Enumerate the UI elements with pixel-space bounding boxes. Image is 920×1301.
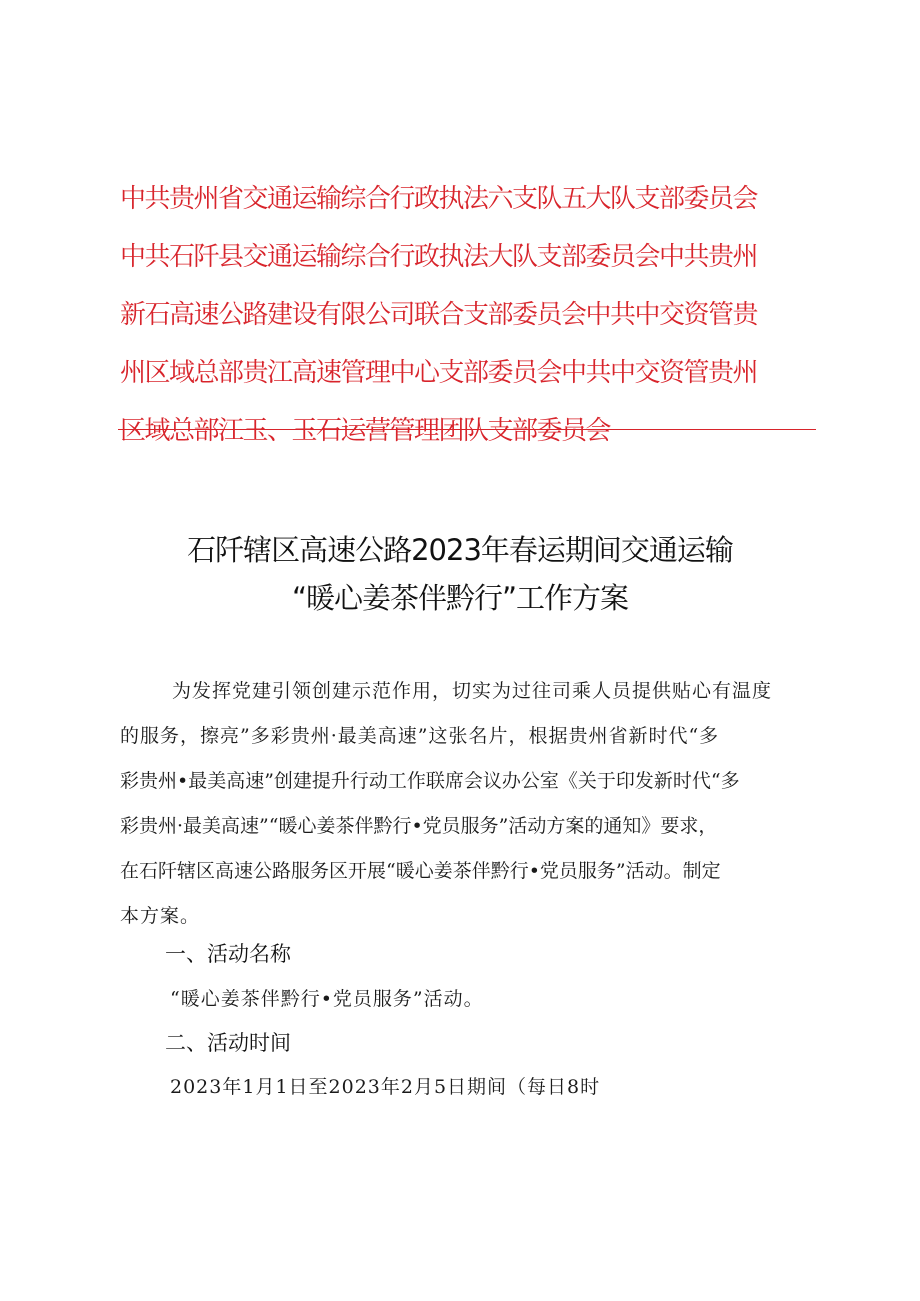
intro-paragraph bbox=[120, 669, 820, 939]
intro-line-6: 本方案。 bbox=[120, 905, 201, 927]
section-body-activity-name: “暖心姜茶伴黔行•党员服务”活动。 bbox=[170, 988, 484, 1010]
header-line-3: 新石高速公路建设有限公司联合支部委员会中共中交资管贵 bbox=[120, 300, 758, 330]
issuing-organizations-header bbox=[120, 170, 820, 460]
header-line-5: 区域总部江玉、玉石运营管理团队支部委员会 bbox=[120, 416, 611, 446]
header-line-1: 中共贵州省交通运输综合行政执法六支队五大队支部委员会 bbox=[120, 184, 758, 214]
intro-line-1: 为发挥党建引领创建示范作用，切实为过往司乘人员提供贴心有温度 bbox=[172, 680, 773, 702]
red-header-divider bbox=[118, 429, 816, 430]
intro-line-2: 的服务，擦亮”多彩贵州·最美高速”这张名片，根据贵州省新时代“多 bbox=[120, 725, 720, 747]
title-line-2: “暖心姜茶伴黔行”工作方案 bbox=[291, 581, 629, 615]
intro-line-3: 彩贵州•最美高速”创建提升行动工作联席会议办公室《关于印发新时代“多 bbox=[120, 770, 740, 792]
document-title bbox=[100, 526, 820, 622]
section-heading-activity-time: 二、活动时间 bbox=[165, 1031, 291, 1055]
section-body-activity-time: 2023年1月1日至2023年2月5日期间（每日8时 bbox=[170, 1076, 601, 1098]
intro-line-4: 彩贵州·最美高速”“暖心姜茶伴黔行•党员服务”活动方案的通知》要求， bbox=[120, 815, 718, 837]
intro-line-5: 在石阡辖区高速公路服务区开展“暖心姜茶伴黔行•党员服务”活动。制定 bbox=[120, 860, 721, 882]
header-line-4: 州区域总部贵江高速管理中心支部委员会中共中交资管贵州 bbox=[120, 358, 758, 388]
section-heading-activity-name: 一、活动名称 bbox=[165, 942, 291, 966]
title-line-1: 石阡辖区高速公路2023年春运期间交通运输 bbox=[187, 533, 733, 567]
header-line-2: 中共石阡县交通运输综合行政执法大队支部委员会中共贵州 bbox=[120, 242, 758, 272]
